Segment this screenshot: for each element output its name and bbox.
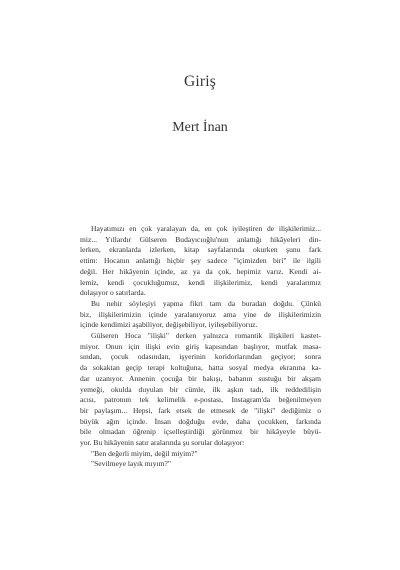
text-line: yemeği, okulda duyulan bir cümle, ilk aşkın tadı, ilk reddedilişin (80, 384, 321, 394)
text-line: dar uzanıyor. Annenin çocuğa bir bakışı, babanın sustuğu bir akşam (80, 373, 321, 383)
text-line: yor. Bu hikâyenin satır aralarında şu sorular dolaşıyor: (80, 438, 245, 448)
chapter-author: Mert İnan (172, 120, 228, 135)
text-line: dolaşıyor o satırlarda. (80, 288, 146, 298)
quote-line: "Ben değerli miyim, değil miyim?" (91, 448, 198, 458)
text-line: bir paylaşım... Hepsi, fark etsek de etmesek de "ilişki" dediğimiz o (80, 405, 321, 415)
text-line: değil. Her hikâyenin içinde, az ya da çok, hepimiz varız. Kendi ai- (80, 266, 321, 276)
text-line: Gülseren Hoca "ilişki" derken yalnızca romantik ilişkileri kastet- (91, 331, 321, 341)
text-line: da sokaktan geçip terapi koltuğuna, hatta sosyal medya ekranına ka- (80, 363, 321, 373)
text-line: miyor. Onun için ilişki evin giriş kapısından başlıyor, mutfak masa- (80, 341, 321, 351)
text-line: Bu nehir söyleşiyi yapma fikri tam da buradan doğdu. Çünkü (91, 298, 321, 308)
text-line: ettim: Hocanın anlattığı hiçbir şey sadece "içimizden biri" ile ilgili (80, 256, 321, 266)
text-line: acısı, patronun tek kelimelik e-postası, Instagram'da beğenilmeyen (80, 395, 321, 405)
text-line: bile olmadan öğrenip içselleştirdiği görünmez bir hikâyeyle büyü- (80, 427, 321, 437)
text-line: Hayatımızı en çok yaralayan da, en çok iyileştiren de ilişkilerimiz... (91, 224, 321, 233)
text-line: sından, çocuk odasından, işyerinin koridorlarından geçiyor; sonra (80, 352, 321, 362)
text-line: içinde kendimizi aşabiliyor, değişebiliyor, iyileşebiliyoruz. (80, 320, 258, 330)
text-line: miz... Yıllardır Gülseren Budayıcıoğlu'nun anlattığı hikâyeleri din- (80, 234, 321, 244)
chapter-title: Giriş (184, 73, 216, 90)
text-line: lemiz, kendi çocukluğumuz, kendi ilişkilerimiz, kendi yaralarımız (80, 277, 321, 287)
text-line: büyük ağın içinde. İnsan doğduğu evde, daha çocukken, farkında (80, 416, 321, 426)
text-line: biz, ilişkilerimizin içinde yaralanıyoruz ama yine de ilişkilerimizin (80, 309, 321, 319)
text-line: lerken, ekranlarda izlerken, kitap sayfalarında okurken şunu fark (80, 245, 321, 255)
body-text (80, 224, 321, 470)
quote-line: "Sevilmeye layık mıyım?" (91, 459, 171, 469)
